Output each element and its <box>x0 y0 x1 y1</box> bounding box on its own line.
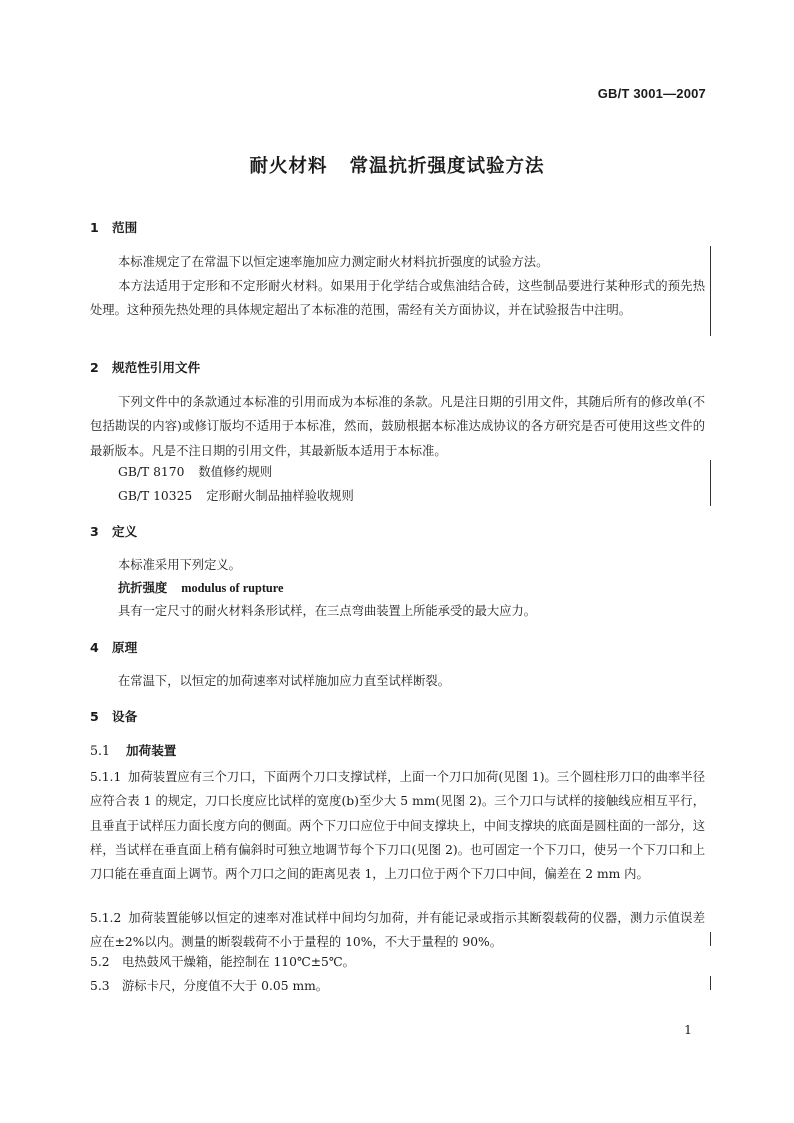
section-2-paragraph-1: 下列文件中的条款通过本标准的引用而成为本标准的条款。凡是注日期的引用文件，其随后所有的修改单(不包括勘误的内容)或修订版均不适用于本标准，然而，鼓励根据本标准达成协议的各方研究是否可使用这些文件的最新版本。凡是不注日期的引用文件，其最新版本适用于本标准。 <box>90 395 705 458</box>
section-4-heading <box>90 638 137 658</box>
change-bar <box>710 976 711 990</box>
section-1-paragraph-1: 本标准规定了在常温下以恒定速率施加应力测定耐火材料抗折强度的试验方法。 <box>118 255 549 269</box>
section-title: 定义 <box>112 524 138 539</box>
section-3-paragraph-1: 本标准采用下列定义。 <box>118 558 241 572</box>
clause-5-2: 5.2 电热鼓风干燥箱，能控制在 110℃±5℃。 <box>90 950 705 974</box>
section-title: 规范性引用文件 <box>112 360 201 375</box>
title-part-2: 常温抗折强度试验方法 <box>349 156 545 177</box>
clause-5-1-2: 5.1.2 加荷装置能够以恒定的速率对准试样中间均匀加荷，并有能记录或指示其断裂载荷的仪器，测力示值误差应在±2%以内。测量的断裂载荷不小于量程的 10%，不大于量程的 90%。 <box>90 906 705 955</box>
section-number: 1 <box>90 220 99 235</box>
reference-name: 定形耐火制品抽样验收规则 <box>206 489 354 503</box>
term-english: modulus of rupture <box>181 581 284 595</box>
clause-number: 5.1.2 <box>90 911 122 925</box>
section-1-paragraph-2: 本方法适用于定形和不定形耐火材料。如果用于化学结合或焦油结合砖，这些制品要进行某种形式的预先热处理。这种预先热处理的具体规定超出了本标准的范围，需经有关方面协议，并在试验报告中注明。 <box>90 279 705 318</box>
term-entry <box>118 578 283 598</box>
reference-item <box>118 486 354 506</box>
clause-5-1-1: 5.1.1 加荷装置应有三个刀口，下面两个刀口支撑试样，上面一个刀口加荷(见图 1)。三个圆柱形刀口的曲率半径应符合表 1 的规定，刀口长度应比试样的宽度(b)至少大 5 mm(见图 2)。三个刀口与试样的接触线应相互平行，且垂直于试样压力面长度方向的侧面。两个下刀口应位于中间支撑块上，中间支撑块的底面是圆柱面的一部分，这样，当试样在垂直面上稍有偏斜时可独立地调节每个下刀口(见图 2)。也可固定一个下刀口，使另一个下刀口和上刀口能在垂直面上调节。两个刀口之间的距离见表 1，上刀口位于两个下刀口中间，偏差在 2 mm 内。 <box>90 765 705 886</box>
section-3-heading <box>90 522 137 542</box>
section-title: 设备 <box>112 709 138 724</box>
clause-5-3: 5.3 游标卡尺，分度值不大于 0.05 mm。 <box>90 974 705 998</box>
section-title: 范围 <box>112 220 138 235</box>
section-1-heading <box>90 218 137 238</box>
subsection-number: 5.1 <box>90 743 111 758</box>
section-4-paragraph-1: 在常温下，以恒定的加荷速率对试样施加应力直至试样断裂。 <box>118 674 451 688</box>
clause-number: 5.3 <box>90 979 110 993</box>
section-number: 5 <box>90 709 99 724</box>
clause-number: 5.1.1 <box>90 770 122 784</box>
term-chinese: 抗折强度 <box>118 581 168 595</box>
reference-name: 数值修约规则 <box>198 465 273 479</box>
page-number: 1 <box>684 1023 692 1037</box>
reference-code: GB/T 8170 <box>118 465 185 479</box>
subsection-5-1-heading <box>90 741 176 761</box>
section-number: 2 <box>90 360 99 375</box>
standard-code: GB/T 3001—2007 <box>597 86 706 101</box>
subsection-title: 加荷装置 <box>126 743 177 758</box>
section-number: 3 <box>90 524 99 539</box>
section-title: 原理 <box>112 640 138 655</box>
reference-item <box>118 462 272 482</box>
title-part-1: 耐火材料 <box>249 156 328 177</box>
term-definition: 具有一定尺寸的耐火材料条形试样，在三点弯曲装置上所能承受的最大应力。 <box>118 604 537 618</box>
section-number: 4 <box>90 640 99 655</box>
reference-code: GB/T 10325 <box>118 489 193 503</box>
section-2-heading <box>90 358 200 378</box>
change-bar <box>710 460 711 506</box>
clause-number: 5.2 <box>90 955 110 969</box>
document-title <box>0 152 794 178</box>
change-bar <box>710 246 711 336</box>
change-bar <box>710 932 711 946</box>
section-5-heading <box>90 707 137 727</box>
